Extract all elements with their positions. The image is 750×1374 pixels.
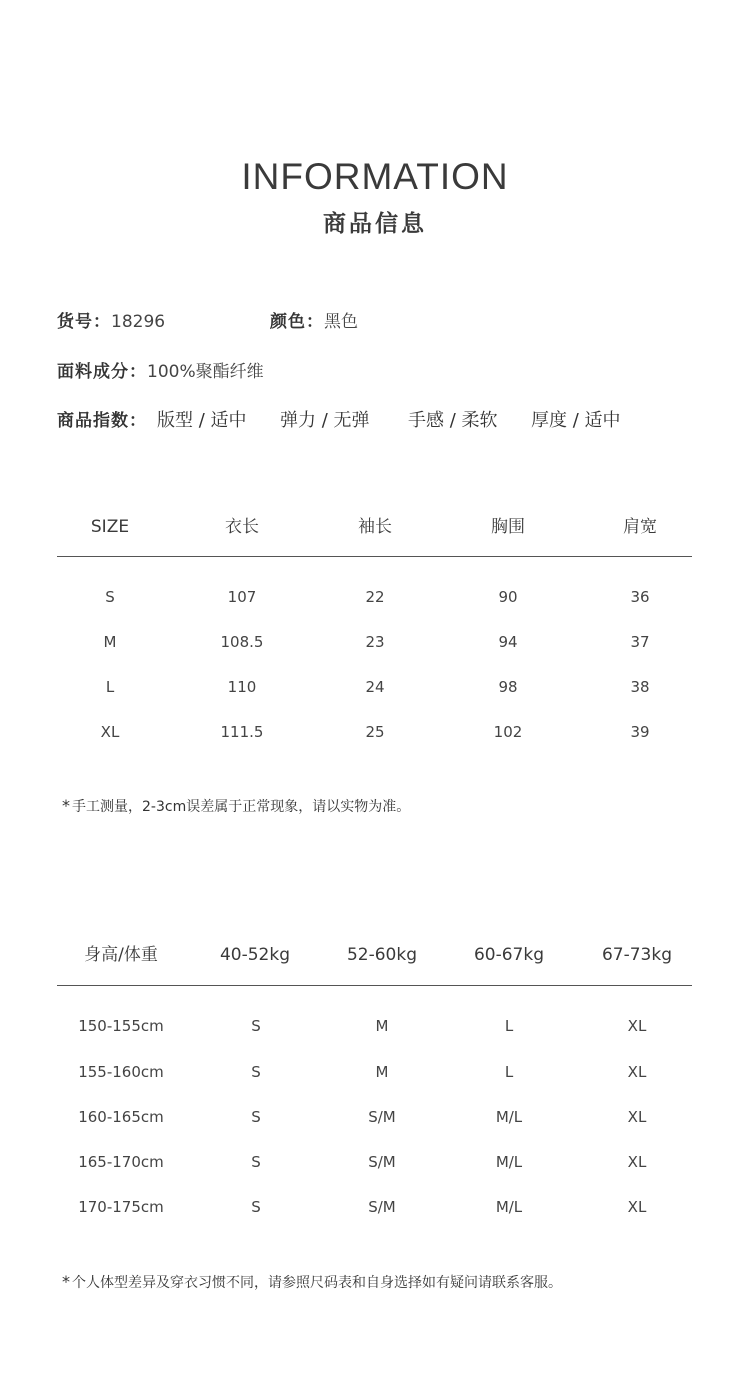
item-number-value: 18296 — [111, 312, 166, 332]
fit-cell: L — [504, 1063, 514, 1081]
index-fit: 版型 / 适中 — [157, 410, 247, 431]
fit-cell: M — [375, 1063, 389, 1081]
fit-note — [62, 1271, 562, 1294]
fit-cell: M — [375, 1017, 389, 1035]
fit-note-text: 个人体型差异及穿衣习惯不同，请参照尺码表和自身选择如有疑问请联系客服。 — [72, 1275, 562, 1291]
index-elasticity: 弹力 / 无弹 — [280, 410, 370, 431]
asterisk-icon: * — [62, 796, 70, 815]
fit-cell: M/L — [495, 1198, 523, 1216]
fit-header-weight-1: 40-52kg — [219, 945, 291, 965]
size-cell: 36 — [630, 588, 650, 606]
fit-cell: S — [251, 1198, 261, 1216]
table-row — [57, 1150, 692, 1174]
size-cell: 94 — [498, 633, 518, 651]
table-row — [57, 630, 692, 654]
table-row — [57, 1105, 692, 1129]
fit-cell: XL — [627, 1198, 647, 1216]
color-row — [270, 310, 358, 334]
table-row — [57, 1195, 692, 1219]
measurement-note — [62, 795, 410, 818]
fit-header-height-weight: 身高/体重 — [84, 945, 158, 965]
fit-header-weight-4: 67-73kg — [601, 945, 673, 965]
fabric-value: 100%聚酯纤维 — [147, 362, 264, 382]
index-feel: 手感 / 柔软 — [408, 410, 498, 431]
fit-cell: S/M — [368, 1198, 396, 1216]
size-cell: 111.5 — [220, 723, 264, 741]
fit-cell: XL — [627, 1108, 647, 1126]
fit-cell: L — [504, 1017, 514, 1035]
size-cell: 107 — [227, 588, 257, 606]
fit-cell: S — [251, 1017, 261, 1035]
asterisk-icon: * — [62, 1272, 70, 1291]
page-subtitle: 商品信息 — [323, 211, 427, 237]
fit-table-divider — [57, 985, 692, 986]
item-number-label: 货号： — [57, 312, 111, 332]
fit-cell: M/L — [495, 1108, 523, 1126]
fit-cell: XL — [627, 1017, 647, 1035]
fit-table-header — [57, 943, 692, 967]
fit-cell: XL — [627, 1063, 647, 1081]
fit-cell: S — [251, 1063, 261, 1081]
fabric-row — [57, 360, 264, 384]
fit-cell: S/M — [368, 1153, 396, 1171]
index-row — [57, 409, 147, 433]
table-row — [57, 1014, 692, 1038]
size-table-divider — [57, 556, 692, 557]
measurement-note-text: 手工测量，2-3cm误差属于正常现象，请以实物为准。 — [72, 799, 411, 815]
size-cell: 98 — [498, 678, 518, 696]
fit-cell: S — [251, 1108, 261, 1126]
fit-cell: S/M — [368, 1108, 396, 1126]
size-header-length: 衣长 — [225, 517, 259, 537]
size-cell: 25 — [365, 723, 385, 741]
fit-header-weight-2: 52-60kg — [346, 945, 418, 965]
table-row — [57, 720, 692, 744]
size-table-header — [57, 515, 692, 539]
fit-cell: 150-155cm — [78, 1017, 164, 1035]
item-number-row — [57, 310, 165, 334]
size-cell: 37 — [630, 633, 650, 651]
page-title: INFORMATION — [241, 156, 509, 197]
color-label: 颜色： — [270, 312, 324, 332]
size-cell: 110 — [227, 678, 257, 696]
fit-header-weight-3: 60-67kg — [473, 945, 545, 965]
size-cell: 39 — [630, 723, 650, 741]
size-cell: 108.5 — [220, 633, 264, 651]
index-thickness: 厚度 / 适中 — [531, 410, 621, 431]
size-header-size: SIZE — [90, 517, 130, 537]
fabric-label: 面料成分： — [57, 362, 147, 382]
fit-cell: 170-175cm — [78, 1198, 164, 1216]
index-label: 商品指数： — [57, 411, 147, 431]
size-cell: M — [103, 633, 117, 651]
size-cell: 24 — [365, 678, 385, 696]
fit-cell: 160-165cm — [78, 1108, 164, 1126]
fit-cell: 165-170cm — [78, 1153, 164, 1171]
fit-cell: S — [251, 1153, 261, 1171]
size-cell: 102 — [493, 723, 523, 741]
size-cell: 38 — [630, 678, 650, 696]
table-row — [57, 585, 692, 609]
size-cell: 23 — [365, 633, 385, 651]
fit-cell: 155-160cm — [78, 1063, 164, 1081]
fit-cell: M/L — [495, 1153, 523, 1171]
table-row — [57, 1060, 692, 1084]
size-cell: 22 — [365, 588, 385, 606]
size-cell: 90 — [498, 588, 518, 606]
size-cell: L — [105, 678, 115, 696]
size-cell: XL — [100, 723, 120, 741]
fit-cell: XL — [627, 1153, 647, 1171]
size-header-shoulder: 肩宽 — [623, 517, 657, 537]
table-row — [57, 675, 692, 699]
color-value: 黑色 — [324, 312, 358, 332]
size-cell: S — [105, 588, 115, 606]
size-header-bust: 胸围 — [491, 517, 525, 537]
size-header-sleeve: 袖长 — [358, 517, 392, 537]
